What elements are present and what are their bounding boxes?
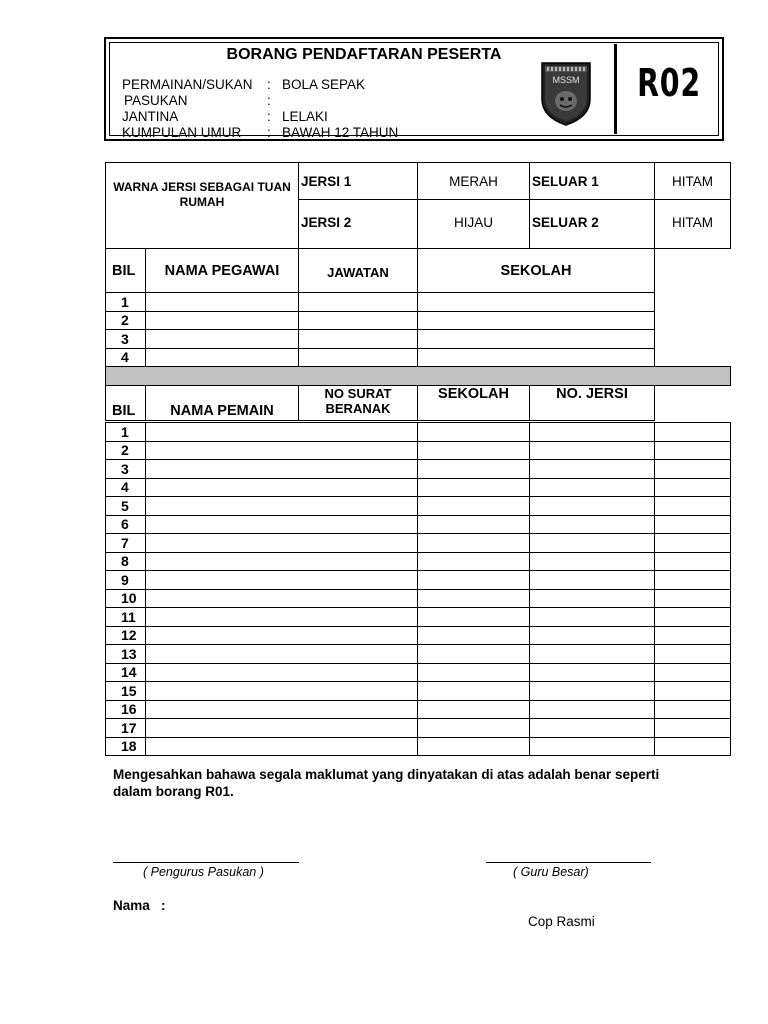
player-jersi-cell[interactable] <box>655 737 731 756</box>
player-nama-cell[interactable] <box>146 571 418 590</box>
player-bil: 14 <box>106 663 146 682</box>
player-surat-cell[interactable] <box>418 478 530 497</box>
player-jersi-cell[interactable] <box>655 534 731 553</box>
player-sekolah-cell[interactable] <box>530 608 655 627</box>
player-sekolah-cell[interactable] <box>530 700 655 719</box>
player-nama-cell[interactable] <box>146 552 418 571</box>
info-separator: : <box>267 77 271 92</box>
player-surat-cell[interactable] <box>418 737 530 756</box>
signature-label-manager: ( Pengurus Pasukan ) <box>143 865 264 879</box>
official-stamp-label: Cop Rasmi <box>528 914 595 929</box>
player-surat-cell[interactable] <box>418 645 530 664</box>
player-surat-cell[interactable] <box>418 700 530 719</box>
player-jersi-cell[interactable] <box>655 460 731 479</box>
player-nama-cell[interactable] <box>146 423 418 442</box>
official-nama-cell[interactable] <box>146 330 299 349</box>
player-bil: 3 <box>106 460 146 479</box>
player-bil: 13 <box>106 645 146 664</box>
jersi2-label: JERSI 2 <box>299 200 418 249</box>
officials-bil-header: BIL <box>106 249 146 293</box>
official-jawatan-cell[interactable] <box>299 293 418 312</box>
official-bil: 1 <box>106 293 146 312</box>
player-bil: 17 <box>106 719 146 738</box>
player-row <box>106 589 731 608</box>
player-bil: 2 <box>106 441 146 460</box>
official-sekolah-cell[interactable] <box>418 348 655 367</box>
player-sekolah-cell[interactable] <box>530 497 655 516</box>
officials-sekolah-header: SEKOLAH <box>418 249 655 293</box>
info-separator: : <box>267 125 271 140</box>
info-row <box>122 77 398 93</box>
player-surat-cell[interactable] <box>418 589 530 608</box>
info-label: PASUKAN <box>124 93 188 108</box>
player-row <box>106 719 731 738</box>
player-bil: 12 <box>106 626 146 645</box>
player-bil: 8 <box>106 552 146 571</box>
officials-jawatan-header: JAWATAN <box>299 249 418 293</box>
players-header-row <box>106 386 731 421</box>
player-jersi-cell[interactable] <box>655 645 731 664</box>
player-surat-cell[interactable] <box>418 534 530 553</box>
official-sekolah-cell[interactable] <box>418 330 655 349</box>
official-nama-cell[interactable] <box>146 348 299 367</box>
player-row <box>106 608 731 627</box>
player-bil: 6 <box>106 515 146 534</box>
player-sekolah-cell[interactable] <box>530 626 655 645</box>
info-value: BAWAH 12 TAHUN <box>282 125 399 140</box>
player-sekolah-cell[interactable] <box>530 571 655 590</box>
player-nama-cell[interactable] <box>146 663 418 682</box>
player-sekolah-cell[interactable] <box>530 663 655 682</box>
player-nama-cell[interactable] <box>146 626 418 645</box>
player-sekolah-cell[interactable] <box>530 441 655 460</box>
player-nama-cell[interactable] <box>146 534 418 553</box>
player-nama-cell[interactable] <box>146 589 418 608</box>
player-nama-cell[interactable] <box>146 682 418 701</box>
nama-label: Nama : <box>113 898 166 913</box>
player-row <box>106 534 731 553</box>
players-surat-header: NO SURAT BERANAK <box>299 386 418 421</box>
player-sekolah-cell[interactable] <box>530 682 655 701</box>
info-label: PERMAINAN/SUKAN <box>122 77 253 92</box>
official-bil: 4 <box>106 348 146 367</box>
info-row <box>122 109 398 125</box>
player-row <box>106 645 731 664</box>
player-bil: 11 <box>106 608 146 627</box>
official-row <box>106 311 731 330</box>
player-bil: 16 <box>106 700 146 719</box>
signature-line-headmaster[interactable] <box>486 862 651 863</box>
signature-line-manager[interactable] <box>113 862 299 863</box>
player-surat-cell[interactable] <box>418 626 530 645</box>
officials-header-row <box>106 249 731 293</box>
player-bil: 1 <box>106 423 146 442</box>
player-jersi-cell[interactable] <box>655 571 731 590</box>
grey-separator-cell <box>106 367 731 386</box>
player-nama-cell[interactable] <box>146 478 418 497</box>
jersey-row-1 <box>106 163 731 200</box>
player-surat-cell[interactable] <box>418 497 530 516</box>
confirmation-text: Mengesahkan bahawa segala maklumat yang dinyatakan di atas adalah benar seperti dalam borang R01. <box>113 767 660 799</box>
official-bil: 2 <box>106 311 146 330</box>
player-sekolah-cell[interactable] <box>530 460 655 479</box>
player-row <box>106 497 731 516</box>
player-row <box>106 552 731 571</box>
info-value: BOLA SEPAK <box>282 77 366 92</box>
player-bil: 7 <box>106 534 146 553</box>
players-nama-header: NAMA PEMAIN <box>146 386 299 421</box>
player-jersi-cell[interactable] <box>655 663 731 682</box>
seluar2-color[interactable]: HITAM <box>655 200 731 249</box>
info-label: KUMPULAN UMUR <box>122 125 242 140</box>
seluar1-label: SELUAR 1 <box>530 163 655 200</box>
players-table <box>105 422 731 756</box>
official-jawatan-cell[interactable] <box>299 311 418 330</box>
jersi1-label: JERSI 1 <box>299 163 418 200</box>
player-jersi-cell[interactable] <box>655 719 731 738</box>
player-sekolah-cell[interactable] <box>530 534 655 553</box>
official-nama-cell[interactable] <box>146 311 299 330</box>
jersi2-color[interactable]: HIJAU <box>418 200 530 249</box>
info-row <box>122 125 398 141</box>
official-jawatan-cell[interactable] <box>299 330 418 349</box>
player-surat-cell[interactable] <box>418 719 530 738</box>
info-value: LELAKI <box>282 109 328 124</box>
section-separator <box>106 367 731 386</box>
player-sekolah-cell[interactable] <box>530 589 655 608</box>
signature-label-headmaster: ( Guru Besar) <box>513 865 589 879</box>
official-jawatan-cell[interactable] <box>299 348 418 367</box>
player-nama-cell[interactable] <box>146 608 418 627</box>
player-jersi-cell[interactable] <box>655 441 731 460</box>
player-jersi-cell[interactable] <box>655 682 731 701</box>
official-nama-cell[interactable] <box>146 293 299 312</box>
player-surat-cell[interactable] <box>418 608 530 627</box>
player-nama-cell[interactable] <box>146 737 418 756</box>
player-row <box>106 571 731 590</box>
player-surat-cell[interactable] <box>418 663 530 682</box>
player-sekolah-cell[interactable] <box>530 515 655 534</box>
player-sekolah-cell[interactable] <box>530 737 655 756</box>
player-row <box>106 423 731 442</box>
player-surat-cell[interactable] <box>418 515 530 534</box>
form-code: R02 <box>637 61 701 105</box>
player-bil: 5 <box>106 497 146 516</box>
player-row <box>106 460 731 479</box>
jersey-label: WARNA JERSI SEBAGAI TUAN RUMAH <box>106 163 299 249</box>
player-nama-cell[interactable] <box>146 515 418 534</box>
info-separator: : <box>267 93 271 108</box>
player-jersi-cell[interactable] <box>655 608 731 627</box>
header-divider <box>614 44 617 134</box>
player-jersi-cell[interactable] <box>655 589 731 608</box>
official-row <box>106 293 731 312</box>
player-row <box>106 737 731 756</box>
player-bil: 15 <box>106 682 146 701</box>
officials-nama-header: NAMA PEGAWAI <box>146 249 299 293</box>
player-row <box>106 682 731 701</box>
player-row <box>106 441 731 460</box>
form-info <box>122 77 398 141</box>
player-jersi-cell[interactable] <box>655 552 731 571</box>
official-bil: 3 <box>106 330 146 349</box>
player-surat-cell[interactable] <box>418 682 530 701</box>
player-nama-cell[interactable] <box>146 460 418 479</box>
info-row <box>122 93 398 109</box>
seluar2-label: SELUAR 2 <box>530 200 655 249</box>
seluar1-color[interactable]: HITAM <box>655 163 731 200</box>
form-header <box>104 37 724 141</box>
player-sekolah-cell[interactable] <box>530 719 655 738</box>
player-sekolah-cell[interactable] <box>530 423 655 442</box>
player-jersi-cell[interactable] <box>655 700 731 719</box>
player-jersi-cell[interactable] <box>655 423 731 442</box>
player-sekolah-cell[interactable] <box>530 478 655 497</box>
player-row <box>106 700 731 719</box>
info-separator: : <box>267 109 271 124</box>
player-bil: 18 <box>106 737 146 756</box>
player-bil: 4 <box>106 478 146 497</box>
registration-table <box>105 162 731 421</box>
player-row <box>106 478 731 497</box>
player-surat-cell[interactable] <box>418 441 530 460</box>
player-sekolah-cell[interactable] <box>530 552 655 571</box>
player-surat-cell[interactable] <box>418 552 530 571</box>
player-bil: 9 <box>106 571 146 590</box>
official-sekolah-cell[interactable] <box>418 293 655 312</box>
player-surat-cell[interactable] <box>418 571 530 590</box>
player-surat-cell[interactable] <box>418 460 530 479</box>
player-rows <box>106 423 731 756</box>
official-row <box>106 348 731 367</box>
player-jersi-cell[interactable] <box>655 478 731 497</box>
player-sekolah-cell[interactable] <box>530 645 655 664</box>
player-nama-cell[interactable] <box>146 719 418 738</box>
player-nama-cell[interactable] <box>146 645 418 664</box>
official-row <box>106 330 731 349</box>
player-row <box>106 626 731 645</box>
player-row <box>106 515 731 534</box>
player-nama-cell[interactable] <box>146 441 418 460</box>
player-row <box>106 663 731 682</box>
players-bil-header: BIL <box>106 386 146 421</box>
player-jersi-cell[interactable] <box>655 497 731 516</box>
svg-text:MSSM: MSSM <box>552 75 580 85</box>
player-surat-cell[interactable] <box>418 423 530 442</box>
official-sekolah-cell[interactable] <box>418 311 655 330</box>
info-label: JANTINA <box>122 109 179 124</box>
mssm-logo <box>540 61 592 127</box>
players-jersi-header: NO. JERSI <box>530 386 655 421</box>
player-jersi-cell[interactable] <box>655 515 731 534</box>
players-sekolah-header: SEKOLAH <box>418 386 530 421</box>
player-bil: 10 <box>106 589 146 608</box>
form-header-inner <box>109 42 719 140</box>
jersi1-color[interactable]: MERAH <box>418 163 530 200</box>
player-nama-cell[interactable] <box>146 497 418 516</box>
player-nama-cell[interactable] <box>146 700 418 719</box>
player-jersi-cell[interactable] <box>655 626 731 645</box>
form-title: BORANG PENDAFTARAN PESERTA <box>226 46 502 63</box>
